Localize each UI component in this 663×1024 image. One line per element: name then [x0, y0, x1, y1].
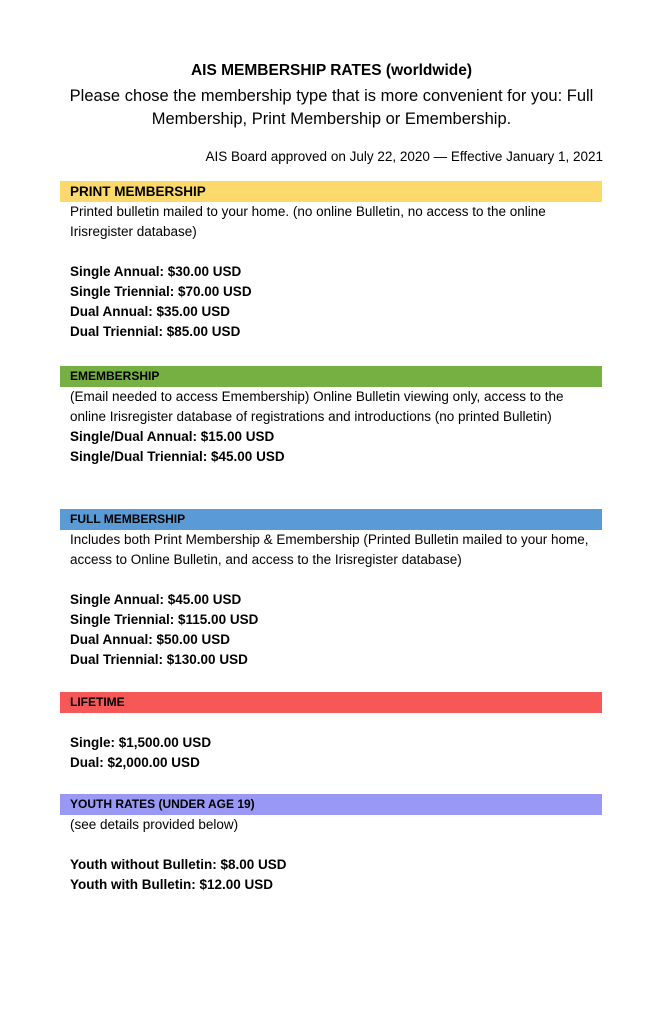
- print-membership-rates: [70, 262, 602, 342]
- print-membership-description: Printed bulletin mailed to your home. (no online Bulletin, no access to the online Irisregister database): [70, 204, 546, 239]
- rate-line: Dual Annual: $35.00 USD: [70, 304, 231, 319]
- full-membership-heading: FULL MEMBERSHIP: [60, 509, 602, 530]
- emembership-section: [60, 366, 602, 467]
- youth-rates-section: [60, 794, 602, 895]
- youth-rates: [70, 855, 602, 895]
- print-membership-section: [60, 181, 602, 342]
- emembership-rates: [70, 427, 602, 467]
- emembership-heading: EMEMBERSHIP: [60, 366, 602, 387]
- rate-line: Dual Triennial: $130.00 USD: [70, 652, 248, 667]
- rate-line: Single: $1,500.00 USD: [70, 735, 212, 750]
- full-membership-description: Includes both Print Membership & Emembership (Printed Bulletin mailed to your home, access to Online Bulletin, and access to the Irisregister database): [70, 532, 589, 567]
- rate-line: Youth with Bulletin: $12.00 USD: [70, 877, 274, 892]
- page-title: AIS MEMBERSHIP RATES (worldwide): [190, 62, 473, 79]
- full-membership-section: [60, 509, 602, 670]
- rate-line: Single/Dual Annual: $15.00 USD: [70, 429, 275, 444]
- rate-line: Youth without Bulletin: $8.00 USD: [70, 857, 287, 872]
- rate-line: Single Annual: $30.00 USD: [70, 264, 242, 279]
- rate-line: Single Triennial: $70.00 USD: [70, 284, 252, 299]
- rate-line: Single Triennial: $115.00 USD: [70, 612, 259, 627]
- youth-rates-heading: YOUTH RATES (UNDER AGE 19): [60, 794, 602, 815]
- rate-line: Single Annual: $45.00 USD: [70, 592, 242, 607]
- full-membership-rates: [70, 590, 602, 670]
- rate-line: Single/Dual Triennial: $45.00 USD: [70, 449, 285, 464]
- rate-line: Dual Annual: $50.00 USD: [70, 632, 231, 647]
- approval-note: AIS Board approved on July 22, 2020 — Effective January 1, 2021: [205, 149, 603, 164]
- lifetime-rates: [70, 733, 602, 773]
- lifetime-section: [60, 692, 602, 773]
- rate-line: Dual Triennial: $85.00 USD: [70, 324, 241, 339]
- rate-line: Dual: $2,000.00 USD: [70, 755, 200, 770]
- youth-rates-description: (see details provided below): [70, 817, 239, 832]
- print-membership-heading: PRINT MEMBERSHIP: [60, 181, 602, 202]
- emembership-description: (Email needed to access Emembership) Online Bulletin viewing only, access to the online Irisregister database of registrations and introductions (no printed Bulletin): [70, 389, 564, 424]
- lifetime-heading: LIFETIME: [60, 692, 602, 713]
- page-subtitle: Please chose the membership type that is more convenient for you: Full Membership, Print Membership or Emembership.: [69, 87, 594, 128]
